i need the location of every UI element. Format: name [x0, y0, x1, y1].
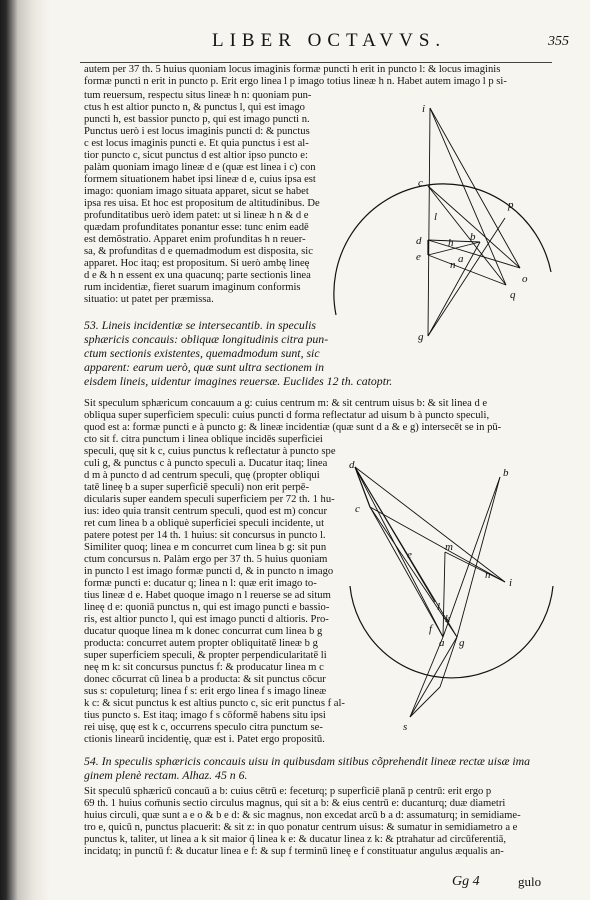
column-line: tior puncto c, sicut punctus d est altior ipso puncto e: [84, 150, 308, 161]
ray-line [430, 108, 520, 268]
signature-mark: Gg 4 [452, 874, 480, 889]
column-line: tum reuersum, respectu situs lineæ h n: quoniam pun- [84, 90, 312, 101]
fig2-label-d: d [349, 459, 355, 471]
body-col-line: formæ puncti e: ducatur q; linea n l: quæ erit imago to- [84, 578, 317, 589]
final-line: tro e, quicū n, punctus placuerit: & sit z: in quo ponatur centrum uisus: & sumatur in semidiametro a e [84, 822, 518, 833]
body-col-line: neę m k: sit concursus punctus f: & producatur linea m c [84, 662, 324, 673]
body-col-line: ctum concursus n. Palàm ergo per 37 th. 5 huius quoniam [84, 554, 328, 565]
ray-line [457, 477, 500, 637]
fig1-label-i: i [422, 103, 426, 115]
catchword: gulo [518, 874, 542, 889]
body-col-line: lineę d e: quoniā punctus n, qui est imago puncti e bassio- [84, 602, 330, 613]
column-line: rum incidentiæ, fieret suarum imaginum conformis [84, 282, 301, 293]
body-line: cto sit f. citra punctum i linea oblique incidēs superficiei [84, 434, 323, 445]
figure-2-diagram [345, 452, 570, 742]
binding-gutter [0, 0, 50, 900]
figure-1-diagram [330, 100, 575, 345]
fig2-label-k: k [445, 613, 450, 625]
final-line: punctus k, taliter, ut linea a k sit maior q̃ linea k e: & ducatur linea z k: & ptrahatur ad circūferentiā, [84, 834, 506, 845]
fig2-label-f: f [429, 623, 433, 635]
body-col-line: super superficiem speculi, & propter perpendicularitatē li [84, 650, 327, 661]
body-col-line: tius puncto s. Est itaq; imago f s cōformē habens situ ipsi [84, 710, 326, 721]
fig1-label-p: p [508, 199, 514, 211]
final-line: Sit speculū sphæricū concauū a b: cuius cētrū e: feceturq; p superficiē planā p centrū: erit ergo p [84, 786, 492, 797]
column-line: imago: quoniam imago situata apparet, sicut se habet [84, 186, 309, 197]
column-line: Punctus uerò i est locus imaginis puncti d: & punctus [84, 126, 310, 137]
column-line: ipsa res uisa. Et hoc est propositum de altitudinibus. De [84, 198, 320, 209]
column-line: situatio: ut patet per præmissa. [84, 294, 214, 305]
ray-line [445, 552, 505, 582]
final-line: incidatq; in punctū f: & ducatur linea e f: & sup f terminū lineę e f constituatur angulus æqualis an- [84, 846, 504, 857]
column-line: ctus h est altior puncto n, & punctus l, qui est imago [84, 102, 305, 113]
mirror-arc [350, 586, 553, 678]
body-col-line: k c: & sicut punctus k est altius puncto c, sic erit punctus f al- [84, 698, 345, 709]
body-col-line: ius: ideo quia transit centrum speculi, quod est m) concur [84, 506, 328, 517]
body-line: quod est a: formæ puncti e à puncto g: & lineæ incidentiæ (quæ sunt d a & e g) intersecēt se in pū- [84, 422, 502, 433]
fig2-label-i: i [509, 577, 513, 589]
body-col-line: producta: concurret autem propter obliquitatē lineæ b g [84, 638, 318, 649]
ray-line [428, 186, 520, 268]
fig2-label-c: c [355, 503, 360, 515]
fig1-label-d: d [416, 235, 422, 247]
fig2-label-n: n [485, 569, 491, 581]
fig1-label-g: g [418, 331, 424, 343]
header-rule [80, 62, 552, 63]
fig1-label-h: h [448, 237, 454, 249]
ray-line [428, 242, 480, 336]
column-line: quædam profunditates ponantur esse: tunc enim eadē [84, 222, 309, 233]
body-col-line: ducatur quoque linea m k donec concurrat cum linea b g [84, 626, 323, 637]
vertical-line [428, 108, 430, 336]
body-line: Sit speculum sphæricum concauum a g: cuius centrum m: & sit centrum uisus b: & sit linea d e [84, 398, 488, 409]
fig2-label-e: e [407, 549, 412, 561]
ray-line [410, 637, 457, 717]
fig2-label-a: a [439, 637, 445, 649]
body-col-line: ctionis linearū incidentię, quæ est i. Patet ergo propositū. [84, 734, 325, 745]
fig2-label-l: l [437, 601, 441, 613]
column-line: palàm quoniam imago lineæ d e (quæ est linea i c) con [84, 162, 316, 173]
fig1-label-c: c [418, 177, 423, 189]
body-col-line: tatē lineę b a super superficiē speculi) non erit perpē- [84, 482, 310, 493]
ray-line [370, 507, 457, 637]
page-number: 355 [548, 34, 569, 49]
body-col-line: donec cōcurrat cū linea b a producta: & sit punctus cōcur [84, 674, 326, 685]
body-line: obliqua super superficiem speculi: cuius puncti d forma reflectatur ad uisum b à puncto speculi, [84, 410, 490, 421]
body-col-line: culi g, & punctus c à puncto speculi a. Ducatur itaq; linea [84, 458, 328, 469]
running-header: LIBER OCTAVVS. [212, 30, 447, 51]
ray-line [355, 467, 505, 582]
column-line: formem situationem habet ipsi lineæ d e, cuius ipsa est [84, 174, 316, 185]
proposition-54-heading: ginem plenè rectam. Alhaz. 45 n 6. [84, 768, 248, 782]
body-col-line: d m à puncto d ad centrum speculi, quę (propter obliqui [84, 470, 320, 481]
proposition-54-heading: 54. In speculis sphæricis concauis uisu in quibusdam sitibus cõprehendit lineæ rectæ uisæ ima [84, 754, 531, 768]
ray-line [355, 467, 443, 637]
final-line: 69 th. 1 huius com̄unis sectio circulus magnus, qui sit a b: & eius centrū e: ducanturq; duæ diametri [84, 798, 506, 809]
fig1-label-o: o [522, 273, 528, 285]
ray-line [443, 477, 500, 637]
column-line: d e & h n essent ex una quacunq; parte sectionis linea [84, 270, 311, 281]
body-col-line: in puncto l est imago formæ puncti d, & in puncto n imago [84, 566, 334, 577]
fig1-label-q: q [510, 289, 516, 301]
body-col-line: Similiter quoq; linea e m concurret cum linea b g: sit pun [84, 542, 327, 553]
proposition-53-heading: ctum sectionis existentes, quemadmodum sunt, sic [84, 346, 320, 360]
body-col-line: rei uisę, quę est k c, occurrens speculo citra punctum se- [84, 722, 323, 733]
fig2-label-m: m [445, 541, 453, 553]
proposition-53-heading: eisdem lineis, uidentur imagines reuersæ. Euclides 12 th. catoptr. [84, 374, 393, 388]
column-line: c est locus imaginis puncti e. Et quia punctus i est al- [84, 138, 309, 149]
fig2-label-b: b [503, 467, 509, 479]
intro-line: formæ puncti n erit in puncto p. Erit ergo linea l p imago totius lineæ h n. Habet autem imago l p si- [84, 76, 507, 87]
proposition-53-heading: apparent: earum uerò, quæ sunt ultra sectionem in [84, 360, 325, 374]
final-line: huius circuli, quæ sunt a e o & b e d: & sic magnus, non excedat arcū b a d: assumaturq; in semidiame- [84, 810, 521, 821]
ray-line [428, 218, 505, 336]
fig1-label-e: e [416, 251, 421, 263]
column-line: profunditatibus uerò idem patet: ut si lineæ h n & d e [84, 210, 309, 221]
body-col-line: ris, est altior puncto l, qui est imago puncti d altioris. Pro- [84, 614, 329, 625]
column-line: est demõstratio. Apparet enim profunditas h n reuer- [84, 234, 306, 245]
body-col-line: patere potest per 14 th. 1 huius: sit concursus in puncto l. [84, 530, 326, 541]
column-line: sa, & profunditas d e quemadmodum est disposita, sic [84, 246, 313, 257]
fig1-label-a: a [458, 253, 464, 265]
body-col-line: dicularis super eandem speculi superficiem per 72 th. 1 hu- [84, 494, 335, 505]
fig1-label-l: l [434, 211, 438, 223]
column-line: apparet. Hoc itaq; est propositum. Si uerò ambę lineę [84, 258, 310, 269]
fig1-label-n: n [450, 259, 456, 271]
proposition-53-heading: 53. Lineis incidentiæ se intersecantib. in speculis [84, 318, 316, 332]
body-col-line: speculi, quę sit k c, cuius punctus k reflectatur à puncto spe [84, 446, 336, 457]
mirror-arc [334, 184, 551, 315]
fig1-label-b: b [470, 231, 476, 243]
body-col-line: tius lineæ d e. Habet quoque imago n l reuerse se ad situm [84, 590, 331, 601]
ray-line [355, 467, 435, 602]
body-col-line: sus s: copuleturq; linea f s: erit ergo linea f s imago lineæ [84, 686, 327, 697]
intro-line: autem per 37 th. 5 huius quoniam locus imaginis formæ puncti h erit in puncto l: & locus imaginis [84, 64, 501, 75]
column-line: puncti h, est bassior puncto p, qui est imago puncti n. [84, 114, 310, 125]
proposition-53-heading: sphæricis concauis: obliquæ longitudinis citra pun- [84, 332, 329, 346]
body-col-line: ret cum linea b a obliquè superficiei speculi incidente, ut [84, 518, 325, 529]
fig2-label-s: s [403, 721, 408, 733]
fig2-label-g: g [459, 637, 465, 649]
